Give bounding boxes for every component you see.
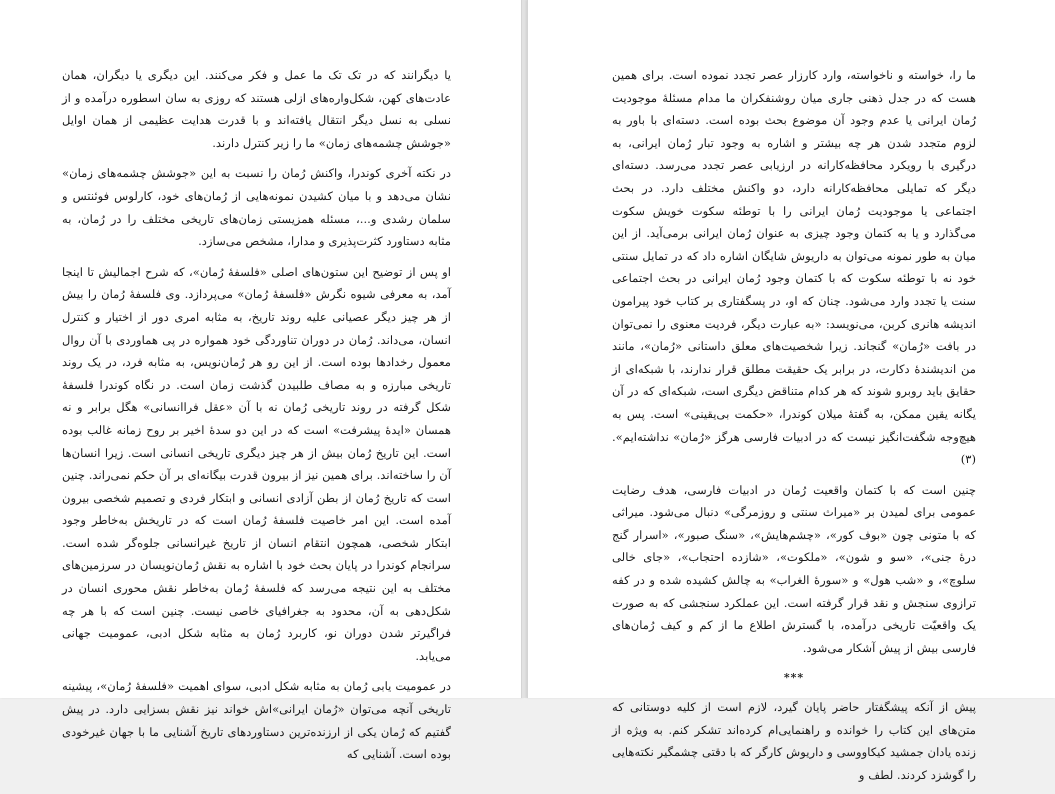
right-page-text [612, 64, 976, 794]
left-page [0, 0, 522, 762]
paragraph: در عمومیت یابی رُمان به مثابه شکل ادبی، سوای اهمیت «فلسفهٔ رُمان»، پیشینه تاریخی آنچه می‌توان «رُمان ایرانی»اش خواند نیز نقش بسزایی دارد. در پیش گفتیم که رُمان یکی از ارزنده‌ترین دستاوردهای تاریخ آشنایی ما با جهان غیرخودی بوده است. آشنایی که [62, 679, 451, 762]
paragraph: یا دیگرانند که در تک تک ما عمل و فکر می‌کنند. این دیگری یا دیگران، همان عادت‌های کهن، شکل‌واره‌های ازلی هستند که روزی به سان اسطوره درآمده و از نسلی به نسل دیگر انتقال یافته‌اند و با قدرت هدایت عظیمی از همان اوایل «جوشش چشمه‌های زمان» ما را زیر کنترل دارند. [62, 68, 451, 150]
section-separator: *** [783, 671, 805, 685]
paragraph: چنین است که با کتمان واقعیت رُمان در ادبیات فارسی، هدف رضایت عمومی برای لمیدن بر «میراث سنتی و روزمرگی» دنبال می‌شود. میراثی که با متونی چون «بوف کور»، «چشم‌هایش»، «سنگ صبور»، «اسرار گنج درهٔ جنی»، «سو و شون»، «ملکوت»، «شازده احتجاب»، «جای خالی سلوچ»، و «شب هول» و «سورهٔ الغراب» به چالش کشیده شده و در کفه ترازوی سنجش و نقد قرار گرفته است. این عملکرد سنجشی که به صورت یک واقعیّت تاریخی درآمده، با گسترش اطلاع ما از کم و کیف رُمان‌های فارسی بیش از پیش آشکار می‌شود. [612, 482, 977, 655]
right-page [527, 0, 1055, 782]
paragraph: ما را، خواسته و ناخواسته، وارد کارزار عصر تجدد نموده است. برای همین هست که در جدل ذهنی جاری میان روشنفکران ما مدام مسئلهٔ موجودیت رُمان ایرانی یا عدم وجود آن موضوع بحث بوده است. دسته‌ای با باور به لزوم متجدد شدن هر چه بیشتر و اشاره به وجود تبار رُمان ایرانی، به درگیری با رویکرد محافظه‌کارانه در ارزیابی عصر تجدد می‌رسد. دسته‌ای دیگر که تمایلی محافظه‌کارانه دارد، دو واکنش مختلف دارد. در بحث اجتماعی یا موجودیت رُمان ایرانی را با توطئه سکوت خویش سکوت می‌گذارد و یا به کتمان وجود چیزی به عنوان رُمان ایرانی برمی‌آید. از این میان به طور نمونه می‌توان به داریوش شایگان اشاره داد که در تمایل سنتی خود نه با توطئه سکوت که با کتمان وجود رُمان ایرانی در بحث اجتماعی سنت یا تجدد وارد می‌شود. چنان که او، در پسگفتاری بر کتاب خود پیرامون اندیشه هانری کربن، می‌نویسد: «به عبارت دیگر، فردیت معنوی را نمی‌توان در بافت «رُمان» گنجاند. زیرا شخصیت‌های معلق داستانی «رُمان»، مانند من اندیشندهٔ دکارت، در برابر یک حقیقت مطلق قرار ندارند، با شبکه‌ای از حقایق باید روبرو شوند که هر کدام متناقض دیگری است، شبکه‌ای که در آن یگانه یقین ممکن، به گفتهٔ میلان کوندرا، «حکمت بی‌یقینی» است. پس به هیچ‌وجه شگفت‌انگیز نیست که در ادبیات فارسی هرگز «رُمان» نداشته‌ایم». (۳) [612, 68, 976, 467]
left-page-text [62, 64, 451, 774]
paragraph: او پس از توضیح این ستون‌های اصلی «فلسفهٔ رُمان»، که شرح اجمالیش تا اینجا آمد، به معرفی شیوه نگرش «فلسفهٔ رُمان» می‌پردازد. وی فلسفهٔ رُمان را بیش از هر چیز دیگر عصیانی علیه روند تاریخ، به مثابه امری دور از اختیار و کنترل انسان، می‌داند. رُمان در دوران تناوردگی خود همواره در پی هماوردی با آن روال معمول رخدادها بوده است. از این رو هر رُمان‌نویس، به مثابه فرد، در یک روند تاریخی مبارزه و به مصاف طلبیدن گذشت زمان است. در نگاه کوندرا فلسفهٔ شکل گرفته در روند تاریخی رُمان نه با آن «عقل فراانسانی» هگل برابر و نه همسان «ایدهٔ پیشرفت» است که در این دو سدهٔ اخیر بر روح زمانه غالب بوده است. این تاریخ رُمان بیش از هر چیز دیگری تاریخی انسانی است. زیرا انسان‌ها آن را ساخته‌اند. برای همین نیز از بیرون قدرت بیگانه‌ای بر آن حکم نمی‌راند. چنین است که تاریخ رُمان از بطن آزادی انسانی و ابتکار فردی و تصمیم شخصی بیرون آمده است. این امر خاصیت فلسفهٔ رُمان است که در تاریخش به‌خاطر وجود ابتکار شخصی، همچون انتقام انسان از تاریخ غیرانسانی جلوه‌گر شده است. سرانجام کوندرا در پایان بحث خود با اشاره به نقش رُمان‌نویسان در سرزمین‌های مختلف به این نتیجه می‌رسد که فلسفهٔ رُمان به‌خاطر نقش محوری انسان در شکل‌دهی به آن، محدود به جغرافیای خاصی نیست. چنین است که با هر چه فراگیرتر شدن دوران نو، کاربرد رُمان به مثابه شکل ادبی، عمومیت جهانی می‌یابد. [62, 264, 451, 663]
paragraph: پیش از آنکه پیشگفتار حاضر پایان گیرد، لازم است از کلیه دوستانی که متن‌های این کتاب را خوانده و راهنمایی‌ام کرده‌اند تشکر کنم. به ویژه از زنده یادان جمشید کیکاووسی و داریوش کارگر که با دقتی چشمگیر نکته‌هایی را گوشزد کردند. لطف و [612, 700, 976, 782]
paragraph: در نکته آخری کوندرا، واکنش رُمان را نسبت به این «جوشش چشمه‌های زمان» نشان می‌دهد و با میان کشیدن نمونه‌هایی از رُمان‌های خود، کارلوس فوئنتس و سلمان رشدی و...، مسئله همزیستی زمان‌های تاریخی مختلف را در رُمان، به مثابه دستاورد کثرت‌پذیری و مدارا، مشخص می‌سازد. [62, 166, 451, 249]
